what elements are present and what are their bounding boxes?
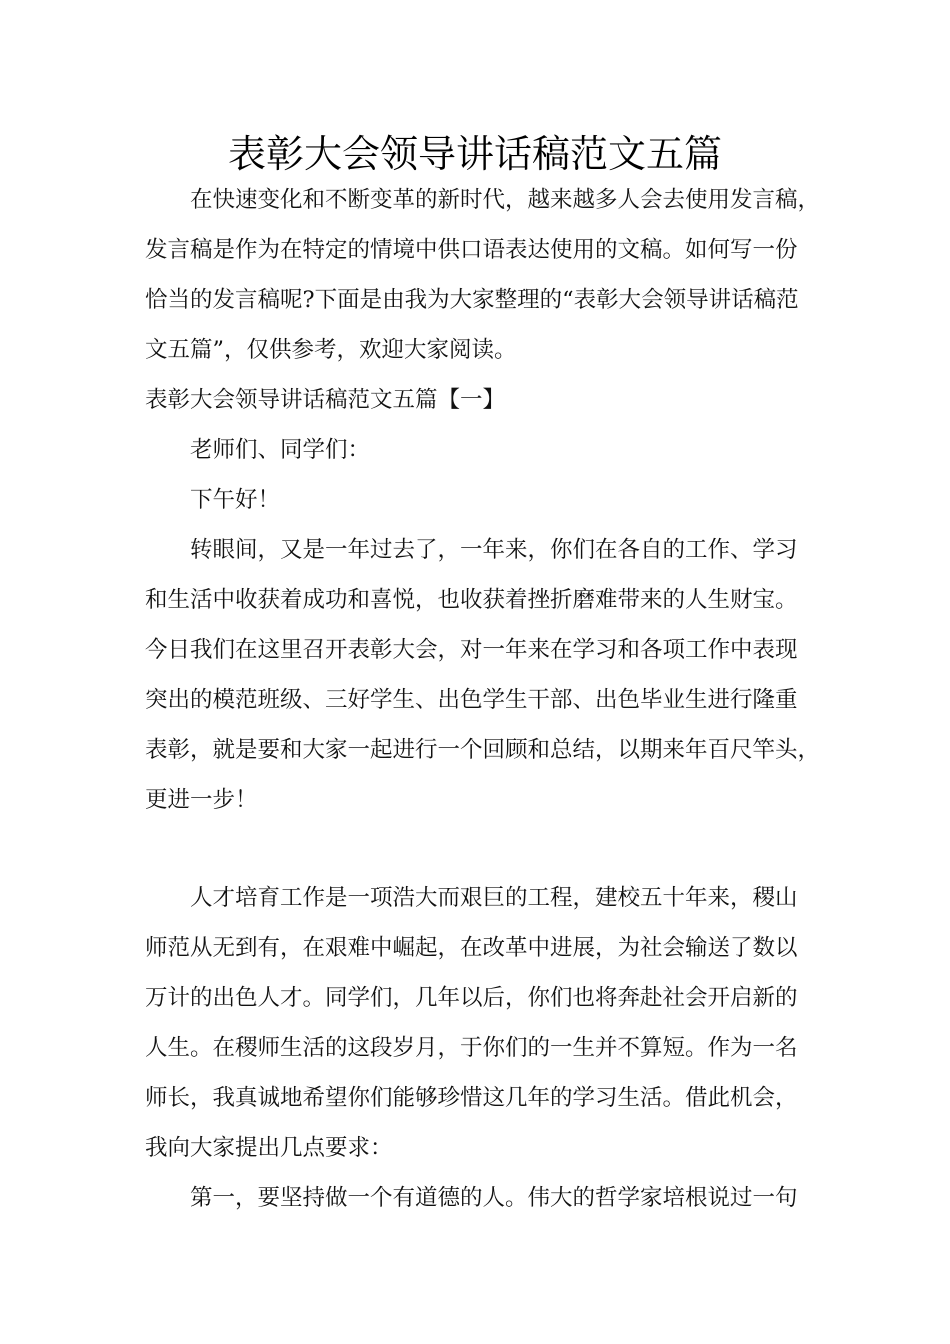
paragraph-line: 在快速变化和不断变革的新时代，越来越多人会去使用发言稿， <box>190 187 821 213</box>
paragraph-line: 发言稿是作为在特定的情境中供口语表达使用的文稿。如何写一份 <box>145 237 798 263</box>
paragraph-line: 更进一步！ <box>145 787 258 813</box>
paragraph-line: 突出的模范班级、三好学生、出色学生干部、出色毕业生进行隆重 <box>145 687 798 713</box>
document-title: 表彰大会领导讲话稿范文五篇 <box>227 132 722 176</box>
paragraph-line: 第一，要坚持做一个有道德的人。伟大的哲学家培根说过一句 <box>190 1185 798 1211</box>
section-heading: 表彰大会领导讲话稿范文五篇【一】 <box>145 387 506 413</box>
greeting: 下午好！ <box>190 487 281 513</box>
paragraph-line: 文五篇”，仅供参考，欢迎大家阅读。 <box>145 337 517 363</box>
paragraph-line: 人才培育工作是一项浩大而艰巨的工程，建校五十年来，稷山 <box>190 885 798 911</box>
paragraph-line: 师长，我真诚地希望你们能够珍惜这几年的学习生活。借此机会， <box>145 1085 798 1111</box>
paragraph-line: 万计的出色人才。同学们，几年以后，你们也将奔赴社会开启新的 <box>145 985 798 1011</box>
paragraph-line: 表彰，就是要和大家一起进行一个回顾和总结，以期来年百尺竿头， <box>145 737 821 763</box>
salutation: 老师们、同学们： <box>190 437 371 463</box>
paragraph-line: 师范从无到有，在艰难中崛起，在改革中进展，为社会输送了数以 <box>145 935 798 961</box>
paragraph-line: 我向大家提出几点要求： <box>145 1135 393 1161</box>
paragraph-line: 人生。在稷师生活的这段岁月，于你们的一生并不算短。作为一名 <box>145 1035 798 1061</box>
paragraph-line: 转眼间，又是一年过去了，一年来，你们在各自的工作、学习 <box>190 537 798 563</box>
paragraph-line: 和生活中收获着成功和喜悦，也收获着挫折磨难带来的人生财宝。 <box>145 587 798 613</box>
paragraph-line: 今日我们在这里召开表彰大会，对一年来在学习和各项工作中表现 <box>145 637 798 663</box>
paragraph-line: 恰当的发言稿呢?下面是由我为大家整理的“表彰大会领导讲话稿范 <box>145 287 799 313</box>
